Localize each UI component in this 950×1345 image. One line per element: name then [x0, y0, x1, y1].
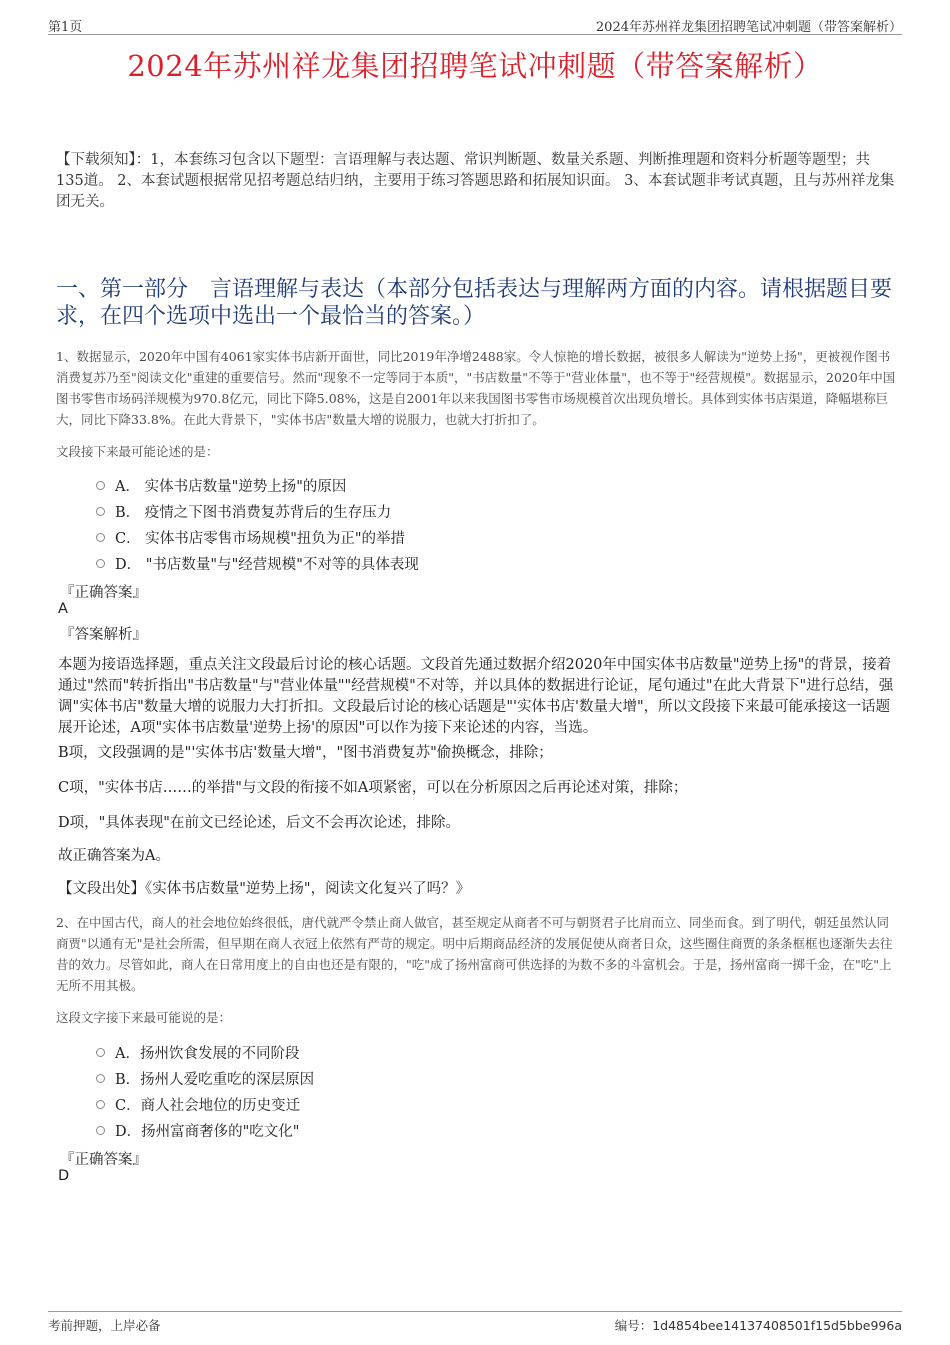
analysis-option-c: C项，"实体书店……的举措"与文段的衔接不如A项紧密，可以在分析原因之后再论述对策，排除；	[58, 780, 688, 796]
option-a[interactable]	[96, 472, 796, 498]
footer-slogan: 考前押题，上岸必备	[48, 1318, 161, 1333]
question-1-passage: 1、数据显示，2020年中国有4061家实体书店新开面世，同比2019年净增2488家。令人惊艳的增长数据，被很多人解读为"逆势上扬"，更被视作图书消费复苏乃至"阅读文化"重建的重要信号。然而"现象不一定等同于本质"，"书店数量"不等于"营业体量"，也不等于"经营规模"。数据显示，2020年中国图书零售市场码洋规模为970.8亿元，同比下降5.08%，这是自2001年以来我国图书零售市场规模首次出现负增长。具体到实体书店渠道，降幅堪称巨大，同比下降33.8%。在此大背景下，"实体书店"数量大增的说服力，也就大打折扣了。	[56, 349, 896, 427]
section-heading: 一、第一部分 言语理解与表达（本部分包括表达与理解两方面的内容。请根据题目要求，在四个选项中选出一个最恰当的答案。）	[56, 277, 893, 329]
radio-icon[interactable]	[96, 507, 105, 516]
correct-answer-label: 『正确答案』	[60, 585, 147, 601]
correct-answer: D	[58, 1168, 70, 1184]
radio-icon[interactable]	[96, 533, 105, 542]
radio-icon[interactable]	[96, 1100, 105, 1109]
page-footer	[48, 1311, 902, 1334]
option-label: B．扬州人爱吃重吃的深层原因	[115, 1071, 315, 1088]
page-header	[48, 16, 902, 35]
option-label: C． 实体书店零售市场规模"扭负为正"的举措	[115, 530, 406, 547]
question-1-prompt: 文段接下来最可能论述的是：	[56, 444, 219, 459]
radio-icon[interactable]	[96, 1048, 105, 1057]
analysis-label: 『答案解析』	[60, 627, 147, 643]
download-notice: 【下载须知】：1，本套练习包含以下题型：言语理解与表达题、常识判断题、数量关系题、判断推理题和资料分析题等题型；共135道。 2、本套试题根据常见招考题总结归纳，主要用于练习答题思路和拓展知识面。 3、本套试题非考试真题，且与苏州祥龙集团无关。	[56, 152, 895, 210]
option-label: C．商人社会地位的历史变迁	[115, 1097, 301, 1114]
option-b[interactable]	[96, 498, 796, 524]
correct-answer: A	[58, 601, 68, 617]
correct-answer-label: 『正确答案』	[60, 1152, 147, 1168]
option-a[interactable]	[96, 1039, 796, 1065]
footer-serial	[615, 1316, 902, 1334]
question-2-options	[96, 1039, 796, 1143]
radio-icon[interactable]	[96, 1126, 105, 1135]
analysis-option-d: D项，"具体表现"在前文已经论述，后文不会再次论述，排除。	[58, 815, 460, 831]
radio-icon[interactable]	[96, 1074, 105, 1083]
serial-label: 编号：	[614, 1318, 653, 1333]
option-d[interactable]	[96, 550, 796, 576]
option-b[interactable]	[96, 1065, 796, 1091]
analysis-paragraph: 本题为接语选择题，重点关注文段最后讨论的核心话题。文段首先通过数据介绍2020年中国实体书店数量"逆势上扬"的背景，接着通过"然而"转折指出"书店数量"与"营业体量""经营规模"不对等，并以具体的数据进行论证，尾句通过"在此大背景下"进行总结，强调"实体书店"数量大增的说服力大打折扣。文段最后讨论的核心话题是"'实体书店'数量大增"，所以文段接下来最可能承接这一话题展开论述，A项"实体书店数量'逆势上扬'的原因"可以作为接下来论述的内容，当选。	[58, 657, 894, 736]
analysis-option-b: B项，文段强调的是"'实体书店'数量大增"，"图书消费复苏"偷换概念，排除；	[58, 745, 553, 761]
option-label: A．扬州饮食发展的不同阶段	[115, 1045, 300, 1062]
option-label: B． 疫情之下图书消费复苏背后的生存压力	[115, 504, 392, 521]
question-2-passage: 2、在中国古代，商人的社会地位始终很低，唐代就严令禁止商人做官，甚至规定从商者不可与朝贤君子比肩而立、同坐而食。到了明代，朝廷虽然认同商贾"以通有无"是社会所需，但早期在商人衣冠上依然有严苛的规定。明中后期商品经济的发展促使从商者日众，这些圈住商贾的条条框框也逐渐失去往昔的效力。尽管如此，商人在日常用度上的自由也还是有限的，"吃"成了扬州富商可供选择的为数不多的斗富机会。于是，扬州富商一掷千金，在"吃"上无所不用其极。	[56, 915, 893, 993]
question-2-prompt: 这段文字接下来最可能说的是：	[56, 1010, 232, 1025]
document-title: 2024年苏州祥龙集团招聘笔试冲刺题（带答案解析）	[127, 49, 823, 83]
radio-icon[interactable]	[96, 559, 105, 568]
option-label: D． "书店数量"与"经营规模"不对等的具体表现	[115, 556, 419, 573]
analysis-conclusion: 故正确答案为A。	[58, 848, 170, 864]
option-c[interactable]	[96, 1091, 796, 1117]
option-d[interactable]	[96, 1117, 796, 1143]
option-label: A． 实体书店数量"逆势上扬"的原因	[115, 478, 347, 495]
analysis-source: 【文段出处】《实体书店数量"逆势上扬"，阅读文化复兴了吗？》	[58, 881, 471, 897]
question-1-options	[96, 472, 796, 576]
radio-icon[interactable]	[96, 481, 105, 490]
option-c[interactable]	[96, 524, 796, 550]
header-doc-title: 2024年苏州祥龙集团招聘笔试冲刺题（带答案解析）	[595, 20, 902, 35]
page-number: 第1页	[48, 20, 83, 35]
serial-number: 1d4854bee14137408501f15d5bbe996a	[652, 1318, 902, 1333]
option-label: D．扬州富商奢侈的"吃文化"	[115, 1123, 300, 1140]
